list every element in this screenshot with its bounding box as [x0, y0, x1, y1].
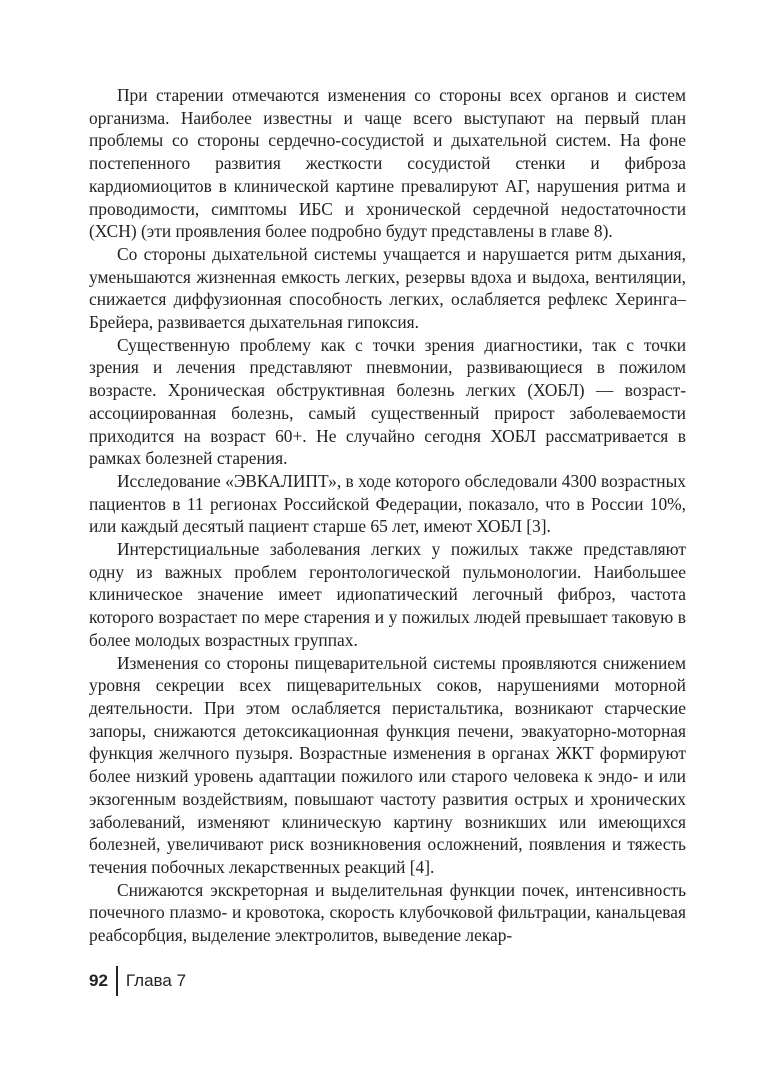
body-text: [89, 84, 686, 947]
paragraph: Существенную проблему как с точки зрения диагностики, так с точки зрения и лечения представляют пневмонии, развивающиеся в пожилом возрасте. Хроническая обструктивная болезнь легких (ХОБЛ) — возраст-ассоциированная болезнь, самый существенный прирост заболеваемости приходится на возраст 60+. Не случайно сегодня ХОБЛ рассматривается в рамках болезней старения.: [89, 334, 686, 469]
paragraph: Снижаются экскреторная и выделительная функции почек, интенсивность почечного плазмо- и кровотока, скорость клубочковой фильтрации, канальцевая реабсорбция, выделение электролитов, выведение лекар-: [89, 879, 686, 946]
paragraph: Со стороны дыхательной системы учащается и нарушается ритм дыхания, уменьшаются жизненная емкость легких, резервы вдоха и выдоха, вентиляции, снижается диффузионная способность легких, ослабляется рефлекс Херинга–Брейера, развивается дыхательная гипоксия.: [89, 243, 686, 333]
paragraph: Исследование «ЭВКАЛИПТ», в ходе которого обследовали 4300 возрастных пациентов в 11 регионах Российской Федерации, показало, что в России 10%, или каждый десятый пациент старше 65 лет, имеют ХОБЛ [3].: [89, 470, 686, 537]
page-footer: [89, 966, 186, 996]
paragraph: Интерстициальные заболевания легких у пожилых также представляют одну из важных проблем геронтологической пульмонологии. Наибольшее клиническое значение имеет идиопатический легочный фиброз, частота которого возрастает по мере старения и у пожилых людей превышает таковую в более молодых возрастных группах.: [89, 539, 686, 650]
page-number: 92: [89, 971, 108, 990]
chapter-label: Глава 7: [125, 971, 187, 990]
paragraph: Изменения со стороны пищеварительной системы проявляются снижением уровня секреции всех пищеварительных соков, нарушениями моторной деятельности. При этом ослабляется перистальтика, возникают старческие запоры, снижаются детоксикационная функция печени, эвакуаторно-моторная функция желчного пузыря. Возрастные изменения в органах ЖКТ формируют более низкий уровень адаптации пожилого или старого человека к эндо- и или экзогенным воздействиям, повышают частоту развития острых и хронических заболеваний, изменяют клиническую картину возникших или имеющихся болезней, увеличивают риск возникновения осложнений, появления и тяжесть течения побочных лекарственных реакций [4].: [89, 652, 686, 877]
paragraph: При старении отмечаются изменения со стороны всех органов и систем организма. Наиболее известны и чаще всего выступают на первый план проблемы со стороны сердечно-сосудистой и дыхательной систем. На фоне постепенного развития жесткости сосудистой стенки и фиброза кардиомиоцитов в клинической картине превалируют АГ, нарушения ритма и проводимости, симптомы ИБС и хронической сердечной недостаточности (ХСН) (эти проявления более подробно будут представлены в главе 8).: [89, 85, 686, 242]
